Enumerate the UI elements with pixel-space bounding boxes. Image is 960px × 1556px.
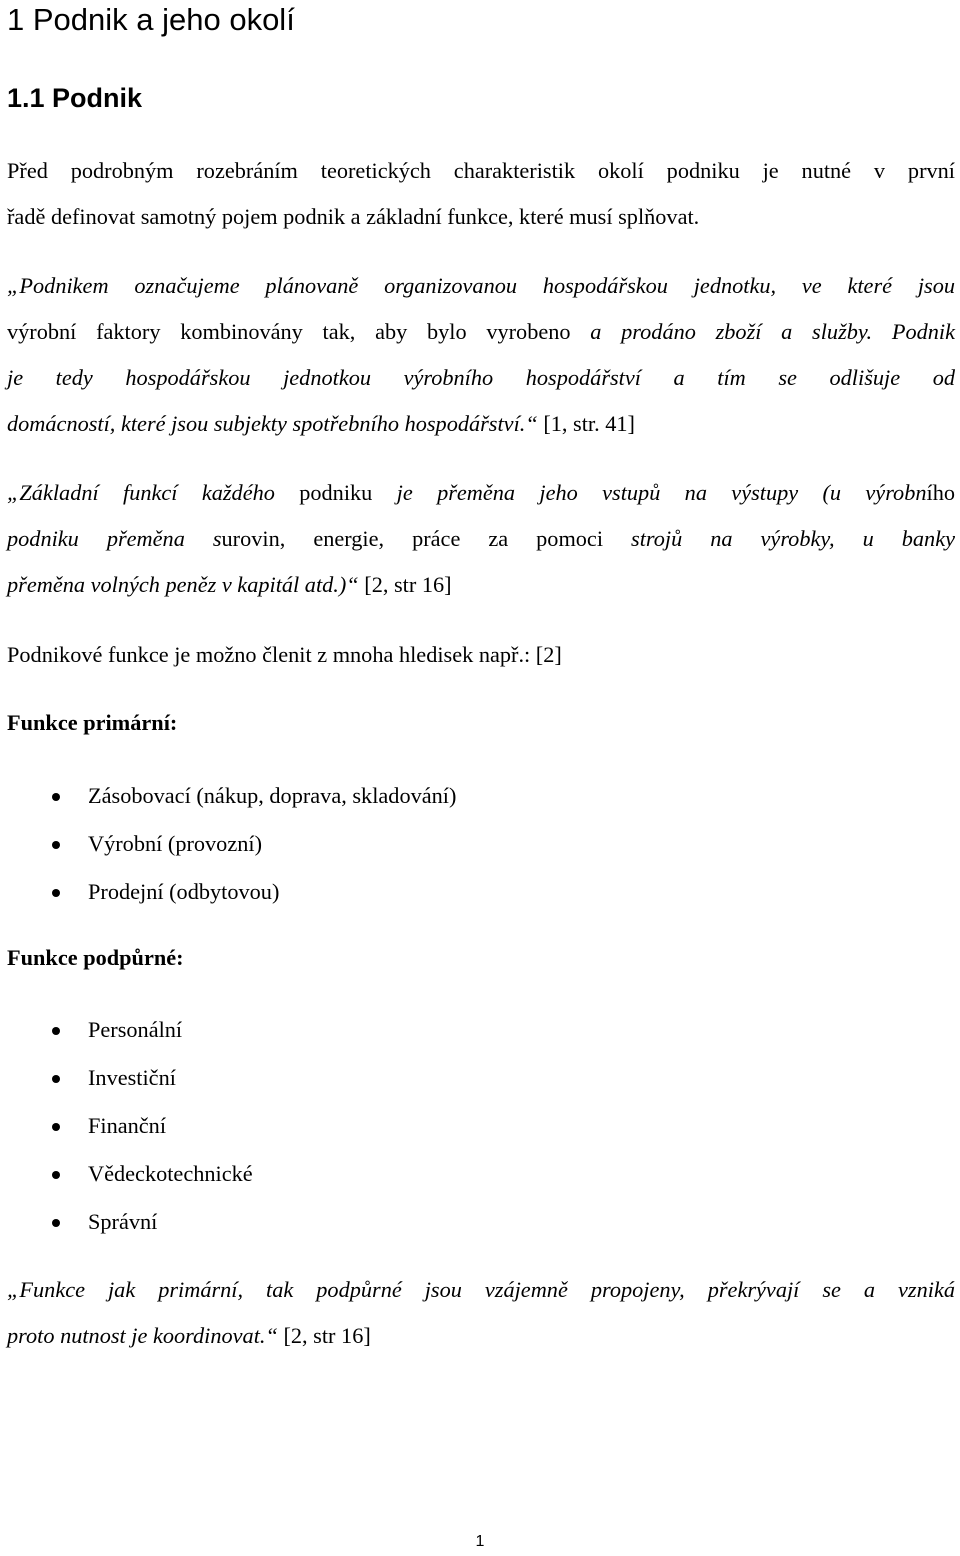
closing-citation: [2, str 16] [277,1323,371,1348]
quote2-line-1-a: „Základní funkcí každého [7,480,300,505]
bullet-icon [52,1171,60,1179]
quote1-line-2-b: a prodáno zboží a služby. Podnik [590,319,956,344]
quote2-line-1-b: podniku [299,480,373,505]
bullet-icon [52,793,60,801]
quote1-line-4 [7,401,955,447]
quote2-line-1-d: ího [926,480,955,505]
quote2-line-1-c: je přeměna jeho vstupů na výstupy (u výrobn [372,480,927,505]
intro-line-1: Před podrobným rozebráním teoretických charakteristik okolí podniku je nutné v první [7,158,955,183]
closing-line-2 [7,1313,955,1359]
bullet-icon [52,1219,60,1227]
quote2-line-3-a: přeměna volných peněz v kapitál atd.)“ [7,572,359,597]
quote1-line-1: „Podnikem označujeme plánovaně organizovanou hospodářskou jednotku, ve které jsou [7,273,955,298]
closing-line-1: „Funkce jak primární, tak podpůrné jsou vzájemně propojeny, překrývají se a vzniká [7,1277,955,1302]
quote2-line-2-c: strojů na výrobky, u banky [631,526,955,551]
quote2-citation: [2, str 16] [358,572,452,597]
intro-line-2: řadě definovat samotný pojem podnik a základní funkce, které musí splňovat. [7,204,700,229]
primary-functions-heading: Funkce primární: [7,710,178,735]
intro-paragraph [7,148,955,240]
chapter-heading: 1 Podnik a jeho okolí [7,2,295,37]
bullet-icon [52,1075,60,1083]
functions-intro [7,632,955,678]
bullet-icon [52,841,60,849]
quote1-citation: [1, str. 41] [537,411,635,436]
quote1-line-4-a: domácností, které jsou subjekty spotřebního hospodářství.“ [7,411,538,436]
quote1-line-2 [7,309,955,355]
quote1-line-2-a: výrobní faktory kombinovány tak, aby bylo vyrobeno [7,319,591,344]
support-functions-heading: Funkce podpůrné: [7,945,184,970]
bullet-icon [52,889,60,897]
quote1-line-3: je tedy hospodářskou jednotkou výrobního hospodářství a tím se odlišuje od [7,365,955,390]
quote2-line-1 [7,470,955,516]
document-page: 1 Podnik a jeho okolí 1.1 Podnik Před podrobným rozebráním teoretických charakteristik okolí podniku je nutné v první řadě definovat samotný pojem podnik a základní funkce, které musí splňovat. „Podnikem označujeme plánovaně organizovanou hospodářskou jednotku, ve které jsou výrobní faktory kombinovány tak, aby bylo vyrobeno a prodáno zboží a služby. Podnik je tedy hospodářskou jednotkou výrobního hospodářství a tím se odlišuje od domácností, které jsou subjekty spotřebního hospodářství.“ [1, str. 41] „Základní funkcí každého podniku je přeměna jeho vstupů na výstupy (u výrobního podniku přeměna surovin, energie, práce za pomoci strojů na výrobky, u banky přeměna volných peněz v kapitál atd.)“ [2, str 16] Podnikové funkce je možno členit z mnoha hledisek např.: [2] Funkce primární: Zásobovací (nákup, doprava, skladování) Výrobní (provozní) Prodejní (odbytovou) Funkce podpůrné: Personální Investiční Finanční Vědeckotechnické Správní „Funkce jak primární, tak podpůrné jsou vzájemně propojeny, překrývají se a vzniká proto nutnost je koordinovat.“ [2, str 16] 1 [0,0,960,1556]
definition-quote [7,263,955,447]
functions-intro-text: Podnikové funkce je možno členit z mnoha hledisek např.: [2] [7,642,562,667]
closing-quote [7,1267,955,1359]
section-heading: 1.1 Podnik [7,83,143,113]
quote2-line-2 [7,516,955,562]
bullet-icon [52,1123,60,1131]
quote2-line-2-b: urovin, energie, práce za pomoci [221,526,632,551]
function-quote [7,470,955,608]
quote2-line-2-a: podniku přeměna s [7,526,222,551]
bullet-icon [52,1027,60,1035]
closing-line-2-a: proto nutnost je koordinovat.“ [7,1323,278,1348]
page-number: 1 [475,1533,485,1550]
quote2-line-3 [7,562,955,608]
